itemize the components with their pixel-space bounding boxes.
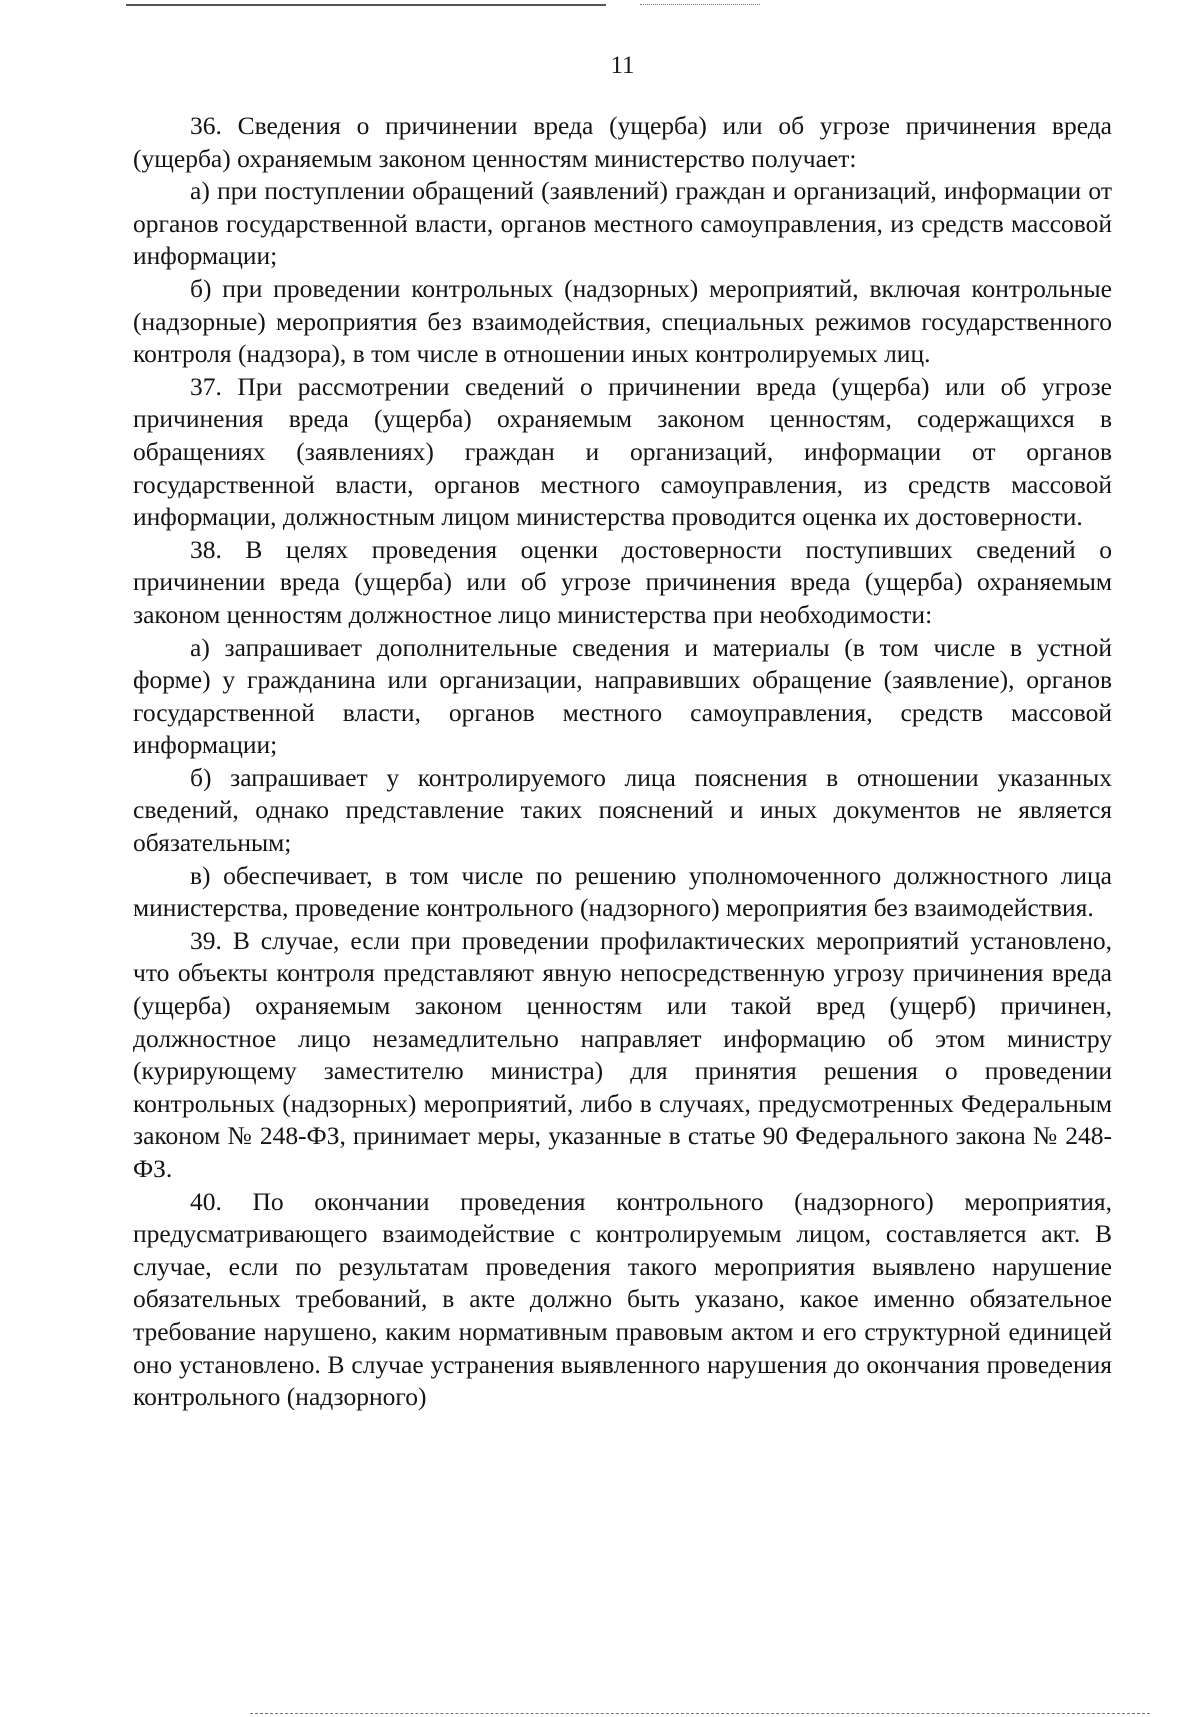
paragraph-37: 37. При рассмотрении сведений о причинении вреда (ущерба) или об угрозе причинения вреда (ущерба) охраняемым законом ценностям, содержащихся в обращениях (заявлениях) граждан и организаций, информации от органов государственной власти, органов местного самоуправления, из средств массовой информации, должностным лицом министерства проводится оценка их достоверности. bbox=[133, 371, 1112, 532]
paragraph-36-b: б) при проведении контрольных (надзорных) мероприятий, включая контрольные (надзорные) мероприятия без взаимодействия, специальных режимов государственного контроля (надзора), в том числе в отношении иных контролируемых лиц. bbox=[133, 273, 1112, 369]
scan-edge-top bbox=[126, 4, 606, 6]
paragraph-38-v: в) обеспечивает, в том числе по решению уполномоченного должностного лица министерства, проведение контрольного (надзорного) мероприятия без взаимодействия. bbox=[133, 860, 1112, 923]
paragraph-38-b: б) запрашивает у контролируемого лица пояснения в отношении указанных сведений, однако представление таких пояснений и иных документов не является обязательным; bbox=[133, 762, 1112, 858]
paragraph-38-a: а) запрашивает дополнительные сведения и материалы (в том числе в устной форме) у гражданина или организации, направивших обращение (заявление), органов государственной власти, органов местного самоуправления, средств массовой информации; bbox=[133, 632, 1112, 760]
paragraph-38: 38. В целях проведения оценки достоверности поступивших сведений о причинении вреда (ущерба) или об угрозе причинения вреда (ущерба) охраняемым законом ценностям должностное лицо министерства при необходимости: bbox=[133, 534, 1112, 629]
scan-edge-top-dotted bbox=[640, 4, 760, 5]
paragraph-36: 36. Сведения о причинении вреда (ущерба) или об угрозе причинения вреда (ущерба) охраняемым законом ценностям министерство получает: bbox=[133, 111, 1112, 173]
page-number: 11 bbox=[610, 52, 635, 79]
paragraph-40: 40. По окончании проведения контрольного (надзорного) мероприятия, предусматривающего взаимодействие с контролируемым лицом, составляется акт. В случае, если по результатам проведения такого мероприятия выявлено нарушение обязательных требований, в акте должно быть указано, какое именно обязательное требование нарушено, каким нормативным правовым актом и его структурной единицей оно установлено. В случае устранения выявленного нарушения до окончания проведения контрольного (надзорного) bbox=[133, 1186, 1112, 1412]
paragraph-36-a: а) при поступлении обращений (заявлений) граждан и организаций, информации от органов государственной власти, органов местного самоуправления, из средств массовой информации; bbox=[133, 176, 1112, 271]
scan-edge-bottom bbox=[250, 1713, 1150, 1714]
document-body bbox=[133, 110, 1112, 1414]
paragraph-39: 39. В случае, если при проведении профилактических мероприятий установлено, что объекты контроля представляют явную непосредственную угрозу причинения вреда (ущерба) охраняемым законом ценностям или такой вред (ущерб) причинен, должностное лицо незамедлительно направляет информацию об этом министру (курирующему заместителю министра) для принятия решения о проведении контрольных (надзорных) мероприятий, либо в случаях, предусмотренных Федеральным законом № 248-ФЗ, принимает меры, указанные в статье 90 Федерального закона № 248-ФЗ. bbox=[133, 925, 1112, 1183]
